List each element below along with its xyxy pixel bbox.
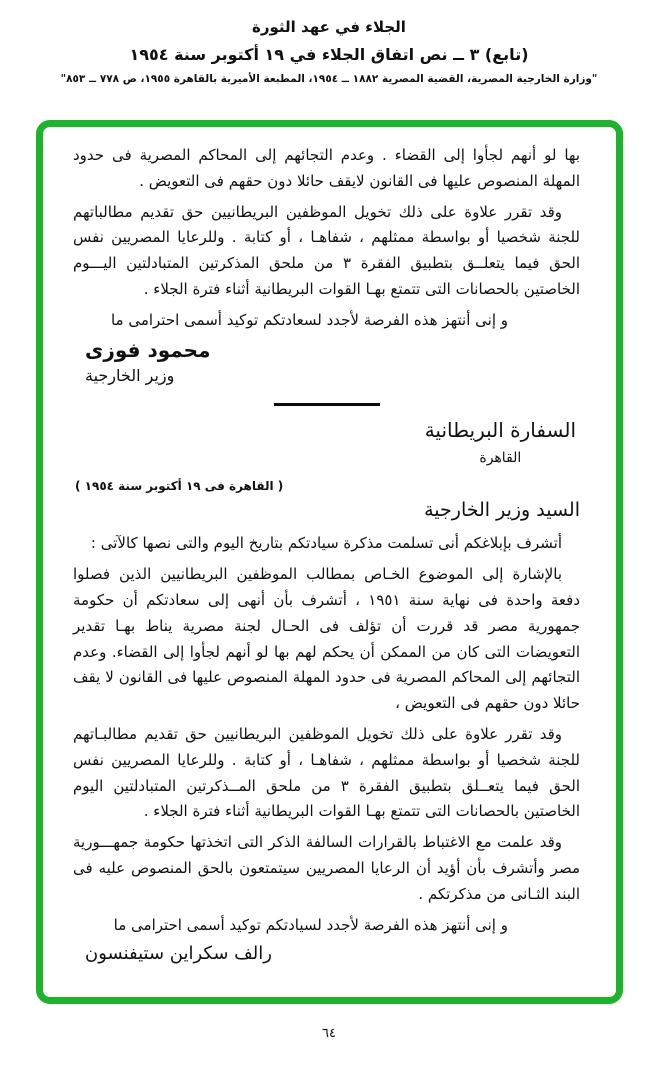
letter1-signature-title: وزير الخارجية	[85, 366, 175, 386]
letter2-date-line: ( القاهرة فى ١٩ أكتوبر سنة ١٩٥٤ )	[75, 479, 284, 494]
letter1-closing-line: و إنى أنتهز هذه الفرصة لأجدد لسعادتكم توكيد أسمى احترامى ما	[110, 310, 508, 329]
page-number: ٦٤	[322, 1026, 336, 1041]
letter2-paragraph-2: بالإشارة إلى الموضوع الخـاص بمطالب الموظفين البريطانيين الذين فصلوا دفعة واحدة فى نهاية سنة ١٩٥١ ، أتشرف بأن أنهى إلى سعادتكم أن حكومة جمهورية مصر قد قررت أن تؤلف فى الحـال لجنة مصرية يناط بهـا تقدير التعويضات التى كان من الممكن أن يحكم لهم بها لو أنهم لجأوا إلى القضاء. وعدم التجائهم إلى المحاكم المصرية فى حدود المهلة المنصوص عليها فى القانون لا يقف حائلا دون حقهم فى التعويض ،	[73, 565, 581, 713]
letter2-paragraph-1: أتشرف بإبلاغكم أنى تسلمت مذكرة سيادتكم بتاريخ اليوم والتى نصها كالآتى :	[90, 534, 562, 553]
document-title: الجلاء في عهد الثورة	[252, 18, 406, 36]
letter2-signature-name: رالف سكراين ستيفنسون	[85, 943, 272, 965]
letter1-signature-name: محمود فوزى	[85, 338, 211, 363]
letter2-paragraph-4: وقد علمت مع الاغتباط بالقرارات السالفة الذكر التى اتخذتها حكومة جمهـــورية مصر وأتشرف بأن أؤيد أن الرعايا المصريين سيتمتعون بالحق المنصوص عليه فى البند الثـانى من مذكرتكم .	[73, 833, 580, 903]
embassy-sender-city: القاهرة	[479, 450, 522, 467]
letter1-paragraph-2: وقد تقرر علاوة على ذلك تخويل الموظفين البريطانيين حق تقديم مطالباتهم للجنة شخصيا أو بواسطة ممثلهم ، شفاهـا ، أو كتابة . وللرعايا المصريين نفس الحق فيما يتعلــق بتطبيق الفقرة ٣ من ملحق المذكرتين المتبادلتين اليـــوم الخاصتين بالحصانات التى تتمتع بهـا القوات البريطانية أثناء فترة الجلاء .	[73, 202, 581, 298]
embassy-sender-name: السفارة البريطانية	[424, 418, 576, 443]
document-subtitle: (تابع) ٣ ــ نص اتفاق الجلاء في ١٩ أكتوبر سنة ١٩٥٤	[129, 45, 529, 64]
letter2-paragraph-3: وقد تقرر علاوة على ذلك تخويل الموظفين البريطانيين حق تقديم مطالبـاتهم للجنة شخصيا أو بواسطة ممثلهم ، شفاهـا ، أو كتابة . وللرعايا المصريين نفس الحق فيما يتعــلق بتطبيق الفقرة ٣ من ملحق المــذكرتين المتبادلتين اليوم الخاصتين بالحصانات التى تتمتع بهـا القوات البريطانية أثناء فترة الجلاء .	[73, 725, 580, 821]
embassy-letterhead-inner	[425, 416, 576, 469]
letter2-salutation: السيد وزير الخارجية	[424, 499, 580, 522]
embassy-letterhead	[73, 416, 580, 469]
letter2-closing-line: و إنى أنتهز هذه الفرصة لأجدد لسيادتكم توكيد أسمى احترامى ما	[113, 915, 508, 934]
letter1-paragraph-1: بها لو أنهم لجأوا إلى القضاء . وعدم التجائهم إلى المحاكم المصرية فى حدود المهلة المنصوص عليها فى القانون لايقف حائلا دون حقهم فى التعويض .	[73, 146, 580, 190]
letter2-signature-block	[73, 942, 580, 966]
page-header	[0, 18, 658, 85]
letter-border-box	[36, 120, 623, 1004]
document-source-citation: "وزارة الخارجية المصرية، القضية المصرية ١٨٨٢ ــ ١٩٥٤، المطبعة الأميرية بالقاهرة ١٩٥٥، ص ٧٧٨ ــ ٨٥٣"	[60, 73, 598, 85]
section-divider-rule	[274, 403, 380, 406]
letter1-signature-block	[73, 337, 580, 387]
